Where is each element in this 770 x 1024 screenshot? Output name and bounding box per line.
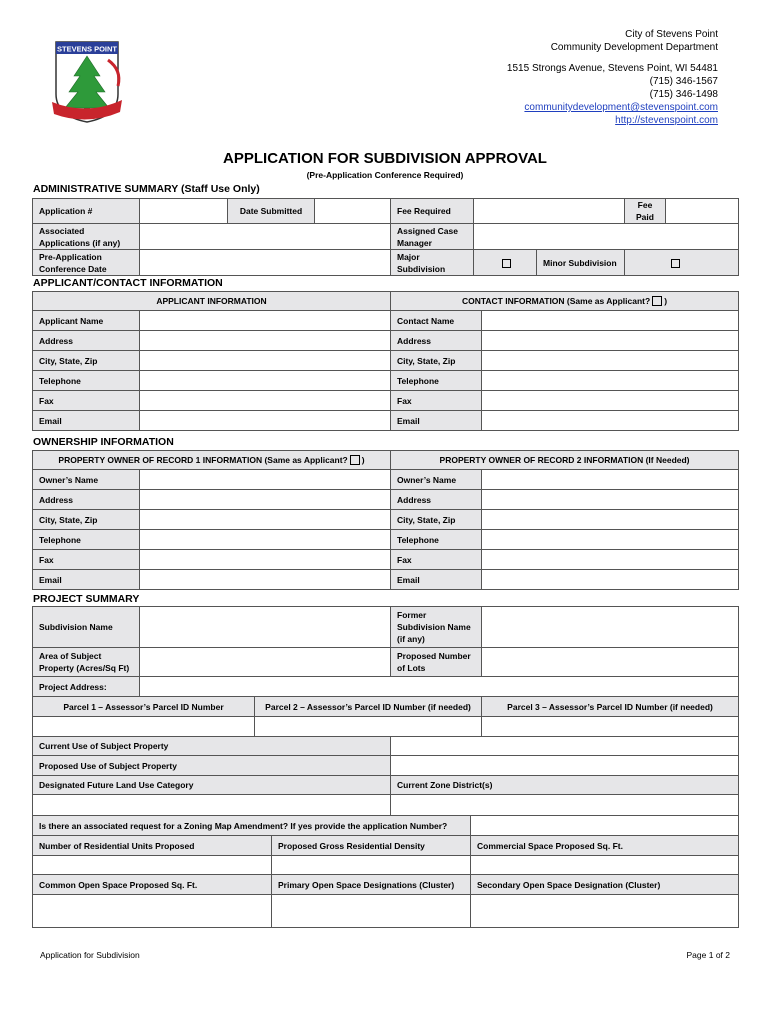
owner-row [33,470,739,490]
applicant-right-label: Email [391,411,482,431]
owner-row [33,570,739,590]
owner-left-label: Fax [33,550,140,570]
commercial-space-label: Commercial Space Proposed Sq. Ft. [471,836,739,856]
date-submitted-label: Date Submitted [228,199,315,224]
applicant-left-field[interactable] [140,351,391,371]
applicant-left-field[interactable] [140,311,391,331]
page-number: Page 1 of 2 [686,950,730,960]
area-field[interactable] [140,648,391,677]
applicant-row [33,391,739,411]
applicant-row [33,331,739,351]
contact-info-header: CONTACT INFORMATION (Same as Applicant? ) [391,292,739,311]
applicant-right-field[interactable] [482,411,739,431]
future-land-use-field[interactable] [33,795,391,816]
common-open-space-label: Common Open Space Proposed Sq. Ft. [33,875,272,895]
residential-units-field[interactable] [33,856,272,875]
owner-left-field[interactable] [140,470,391,490]
website-link[interactable]: http://stevenspoint.com [615,115,718,126]
owner-right-label: Email [391,570,482,590]
major-subdivision-checkbox-cell[interactable] [474,250,537,276]
zoning-question-field[interactable] [471,816,739,836]
minor-subdivision-checkbox[interactable] [671,259,680,268]
associated-applications-field[interactable] [140,224,391,250]
owner-left-field[interactable] [140,550,391,570]
applicant-info-header: APPLICANT INFORMATION [33,292,391,311]
subdivision-name-label: Subdivision Name [33,607,140,648]
owner-left-label: Owner’s Name [33,470,140,490]
department-name: Community Development Department [550,42,718,53]
owner-row [33,510,739,530]
future-land-use-label: Designated Future Land Use Category [33,776,391,795]
department-header [507,28,718,127]
zone-district-field[interactable] [391,795,739,816]
applicant-right-label: City, State, Zip [391,351,482,371]
owner-right-label: Telephone [391,530,482,550]
owner-right-label: Fax [391,550,482,570]
applicant-right-field[interactable] [482,391,739,411]
applicant-left-label: Fax [33,391,140,411]
common-open-space-field[interactable] [33,895,272,928]
primary-open-space-field[interactable] [272,895,471,928]
parcel1-field[interactable] [33,717,255,737]
phone-2: (715) 346-1498 [649,89,718,100]
owner-row [33,530,739,550]
fee-paid-field[interactable] [666,199,739,224]
applicant-right-label: Fax [391,391,482,411]
owner-right-field[interactable] [482,510,739,530]
owner1-header: PROPERTY OWNER OF RECORD 1 INFORMATION (Same as Applicant? ) [33,451,391,470]
minor-subdivision-checkbox-cell[interactable] [625,250,739,276]
owner-left-label: City, State, Zip [33,510,140,530]
page-title: APPLICATION FOR SUBDIVISION APPROVAL [223,150,547,167]
owner-left-label: Address [33,490,140,510]
project-heading: PROJECT SUMMARY [33,593,140,605]
svg-text:STEVENS POINT: STEVENS POINT [56,44,118,54]
current-use-label: Current Use of Subject Property [33,737,391,756]
applicant-left-label: Telephone [33,371,140,391]
applicant-right-field[interactable] [482,351,739,371]
applicant-left-field[interactable] [140,371,391,391]
applicant-left-label: Applicant Name [33,311,140,331]
applicant-right-label: Address [391,331,482,351]
applicant-left-label: Email [33,411,140,431]
major-subdivision-label: Major Subdivision [391,250,474,276]
pre-application-date-field[interactable] [140,250,391,276]
footer-left: Application for Subdivision [40,950,140,960]
owner-right-field[interactable] [482,550,739,570]
parcel2-field[interactable] [255,717,482,737]
lots-field[interactable] [482,648,739,677]
applicant-left-field[interactable] [140,411,391,431]
current-use-field[interactable] [391,737,739,756]
proposed-use-field[interactable] [391,756,739,776]
applicant-right-field[interactable] [482,331,739,351]
owner-row [33,490,739,510]
owner2-header: PROPERTY OWNER OF RECORD 2 INFORMATION (If Needed) [391,451,739,470]
admin-heading: ADMINISTRATIVE SUMMARY (Staff Use Only) [33,183,260,195]
owner-left-field[interactable] [140,570,391,590]
zoning-table [32,815,739,928]
owner-right-label: Address [391,490,482,510]
admin-table [32,198,739,276]
owner-right-field[interactable] [482,470,739,490]
case-manager-field[interactable] [474,224,739,250]
applicant-table [32,291,739,431]
former-name-field[interactable] [482,607,739,648]
ownership-table [32,450,739,590]
zoning-question-label: Is there an associated request for a Zoning Map Amendment? If yes provide the application Number? [33,816,471,836]
proposed-use-label: Proposed Use of Subject Property [33,756,391,776]
case-manager-label: Assigned Case Manager [391,224,474,250]
applicant-left-field[interactable] [140,331,391,351]
page-subtitle: (Pre-Application Conference Required) [306,170,464,180]
residential-density-label: Proposed Gross Residential Density [272,836,471,856]
fee-paid-label: Fee Paid [625,199,666,224]
zone-district-label: Current Zone District(s) [391,776,739,795]
applicant-left-label: City, State, Zip [33,351,140,371]
subdivision-name-field[interactable] [140,607,391,648]
applicant-right-field[interactable] [482,311,739,331]
parcel1-label: Parcel 1 – Assessor’s Parcel ID Number [33,697,255,717]
phone-1: (715) 346-1567 [649,76,718,87]
email-link[interactable]: communitydevelopment@stevenspoint.com [524,102,718,113]
residential-density-field[interactable] [272,856,471,875]
applicant-row [33,411,739,431]
secondary-open-space-label: Secondary Open Space Designation (Cluster) [471,875,739,895]
street-address: 1515 Strongs Avenue, Stevens Point, WI 54481 [506,63,718,74]
parcel2-label: Parcel 2 – Assessor’s Parcel ID Number (if needed) [255,697,482,717]
owner-same-checkbox[interactable] [350,455,360,465]
owner-right-field[interactable] [482,570,739,590]
associated-applications-label: Associated Applications (if any) [33,224,140,250]
lots-label: Proposed Number of Lots [391,648,482,677]
applicant-row [33,311,739,331]
owner-right-field[interactable] [482,490,739,510]
date-submitted-field[interactable] [315,199,391,224]
minor-subdivision-label: Minor Subdivision [537,250,625,276]
city-name: City of Stevens Point [625,29,718,40]
applicant-right-field[interactable] [482,371,739,391]
applicant-right-label: Telephone [391,371,482,391]
parcel3-label: Parcel 3 – Assessor’s Parcel ID Number (if needed) [482,697,739,717]
owner-left-label: Telephone [33,530,140,550]
application-number-field[interactable] [140,199,228,224]
owner-left-label: Email [33,570,140,590]
owner-right-label: City, State, Zip [391,510,482,530]
fee-required-field[interactable] [474,199,625,224]
area-label: Area of Subject Property (Acres/Sq Ft) [33,648,140,677]
contact-same-checkbox[interactable] [652,296,662,306]
secondary-open-space-field[interactable] [471,895,739,928]
project-table [32,606,739,816]
pre-application-date-label: Pre-Application Conference Date [33,250,140,276]
owner-left-field[interactable] [140,490,391,510]
ownership-rows [33,470,739,590]
parcel3-field[interactable] [482,717,739,737]
former-name-label: Former Subdivision Name (if any) [391,607,482,648]
commercial-space-field[interactable] [471,856,739,875]
applicant-row [33,371,739,391]
major-subdivision-checkbox[interactable] [502,259,511,268]
fee-required-label: Fee Required [391,199,474,224]
applicant-right-label: Contact Name [391,311,482,331]
applicant-left-label: Address [33,331,140,351]
residential-units-label: Number of Residential Units Proposed [33,836,272,856]
owner-right-field[interactable] [482,530,739,550]
owner-left-field[interactable] [140,510,391,530]
applicant-rows [33,311,739,431]
project-address-label: Project Address: [33,677,140,697]
owner-row [33,550,739,570]
city-logo [52,36,124,124]
application-number-label: Application # [33,199,140,224]
applicant-heading: APPLICANT/CONTACT INFORMATION [33,277,223,289]
owner-right-label: Owner’s Name [391,470,482,490]
applicant-left-field[interactable] [140,391,391,411]
project-address-field[interactable] [140,677,739,697]
applicant-row [33,351,739,371]
ownership-heading: OWNERSHIP INFORMATION [33,436,174,448]
primary-open-space-label: Primary Open Space Designations (Cluster) [272,875,471,895]
owner-left-field[interactable] [140,530,391,550]
